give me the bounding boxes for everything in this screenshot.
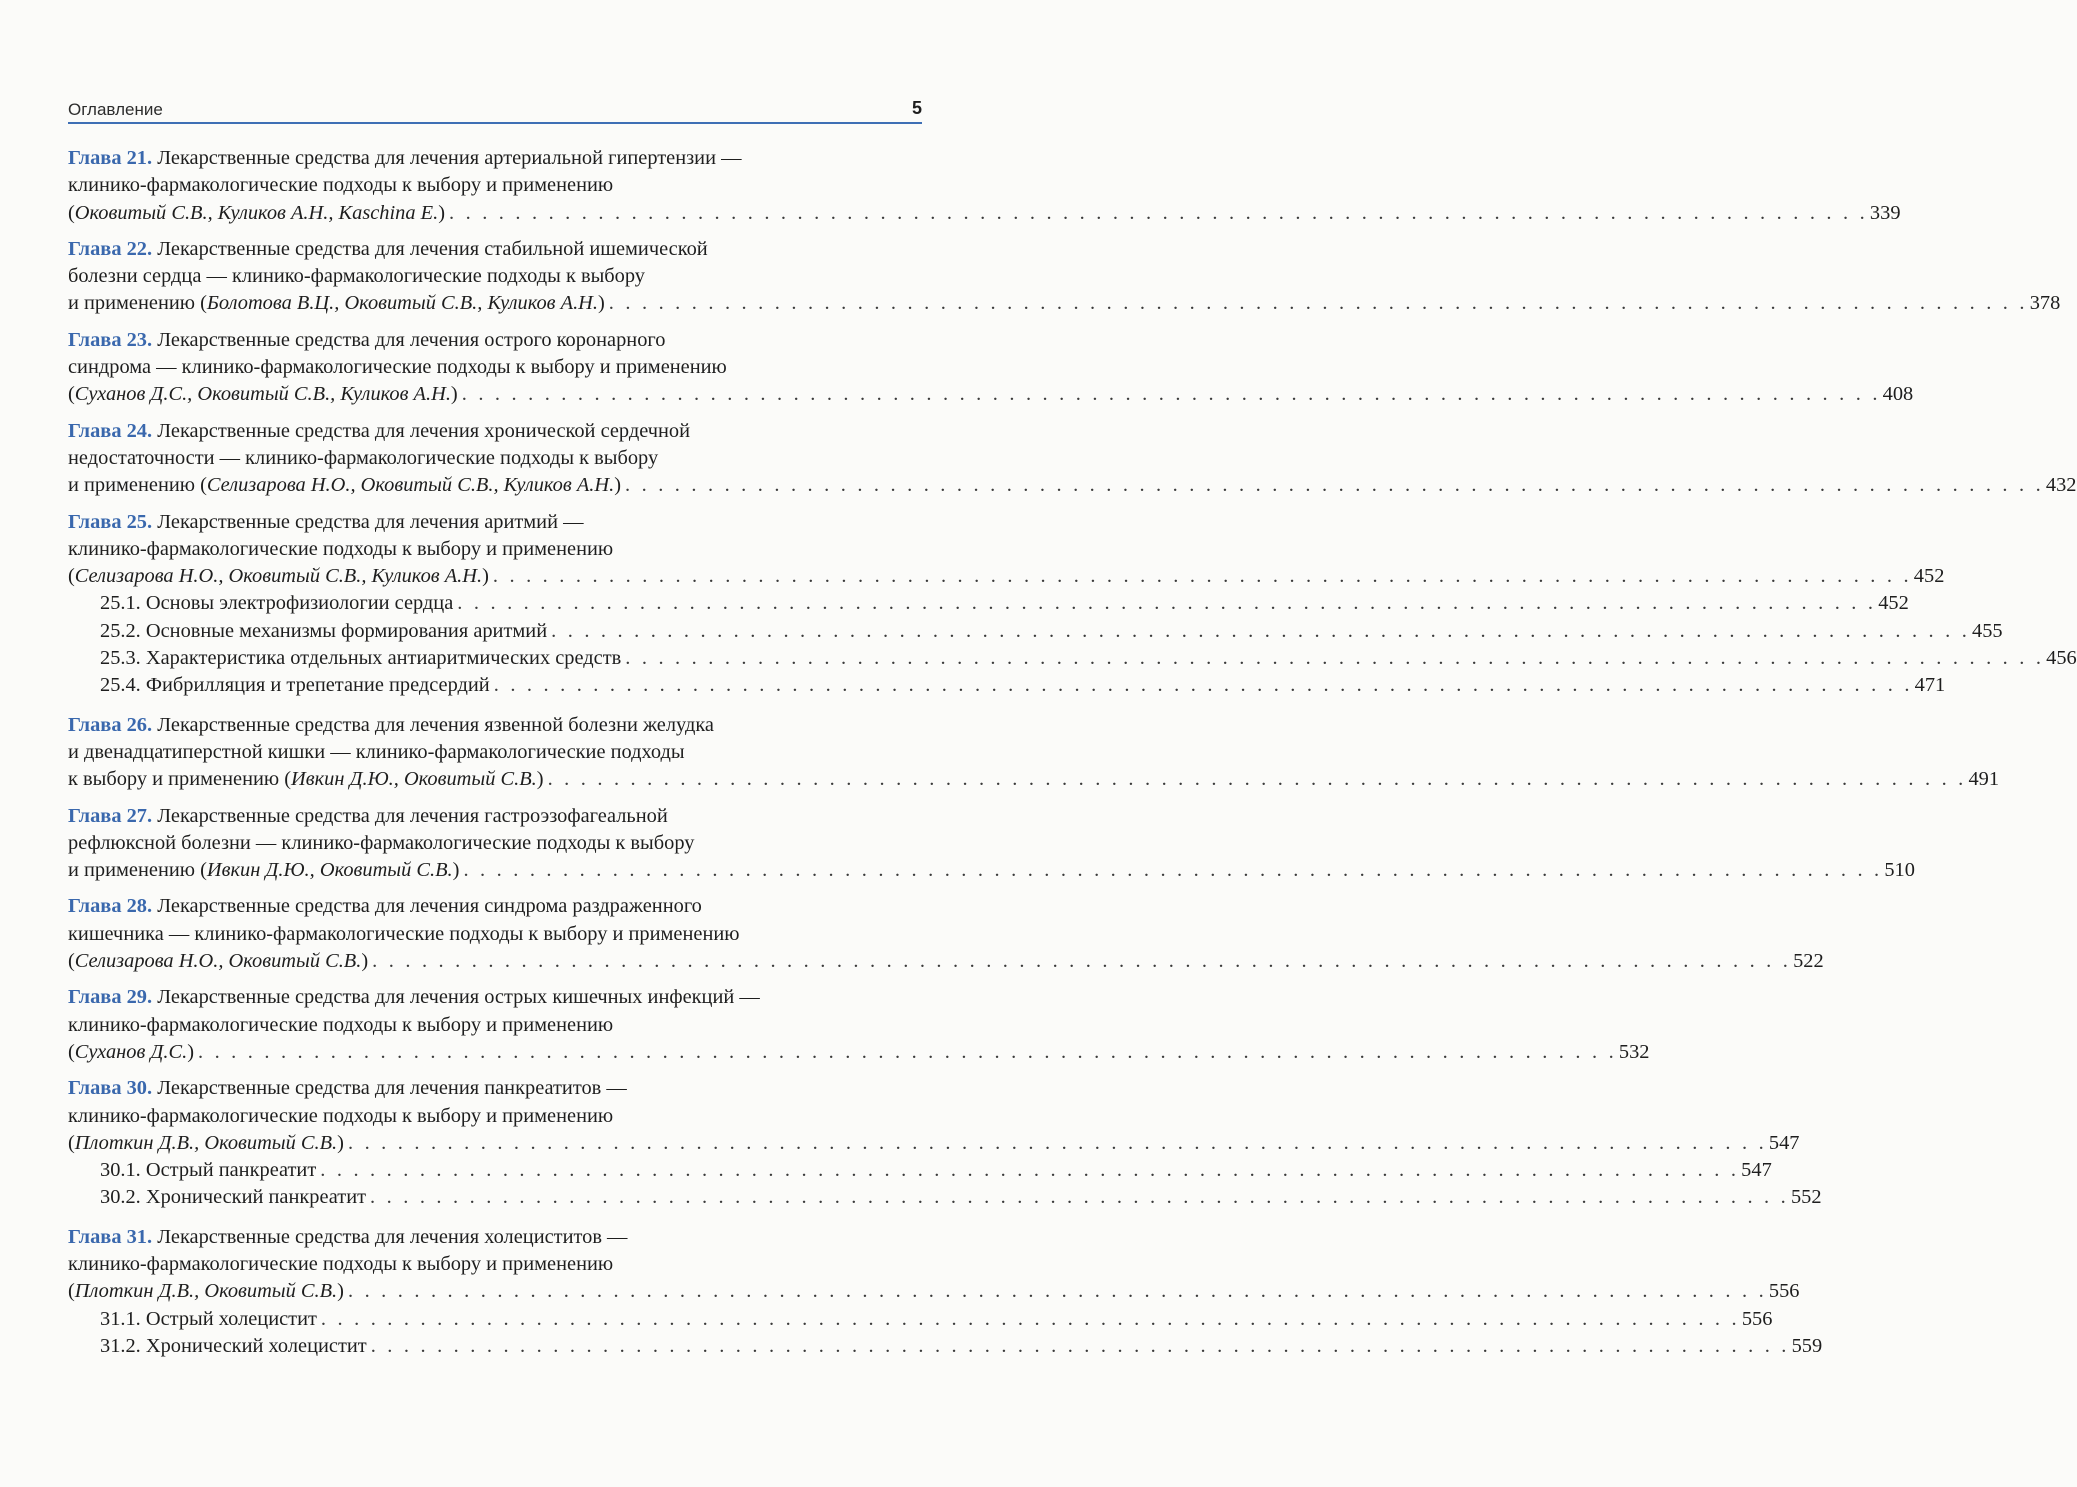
chapter-label: Глава 29. — [68, 986, 153, 1009]
chapter-title-line: болезни сердца — клинико-фармакологические подходы к выбору — [68, 265, 645, 288]
chapter-title-line — [68, 712, 922, 739]
chapter-title-line — [68, 984, 922, 1011]
chapter-title-line: кишечника — клинико-фармакологические подходы к выбору и применению — [68, 922, 740, 945]
subsection-title: 25.2. Основные механизмы формирования аритмий — [100, 619, 548, 642]
chapter-label: Глава 30. — [68, 1077, 153, 1100]
chapter-authors-line — [68, 290, 605, 317]
chapter-title-line: недостаточности — клинико-фармакологические подходы к выбору — [68, 446, 659, 469]
chapter-page-number: 408 — [1882, 383, 1914, 406]
chapter-page-number: 339 — [1869, 201, 1901, 224]
chapter-title-text: Лекарственные средства для лечения панкреатитов — — [157, 1077, 627, 1100]
subsection-title: 31.2. Хронический холецистит — [100, 1334, 367, 1357]
chapter-entry-line[interactable] — [68, 1130, 1800, 1157]
toc-chapter — [68, 803, 1915, 885]
dot-leader: . . . . . . . . . . . . . . . . . . . . . . . . . . . . . . . . . . . . . . . . . . . . . . . . . . . . . . . . . . . . . . . . . . . . . . . . . . . . . . . . . . . . . . — [457, 592, 1877, 615]
subsection-page-number: 559 — [1791, 1334, 1823, 1357]
dot-leader: . . . . . . . . . . . . . . . . . . . . . . . . . . . . . . . . . . . . . . . . . . . . . . . . . . . . . . . . . . . . . . . . . . . . . . . . . . . . . . . . . . . . . . — [625, 474, 2044, 497]
toc-chapter — [68, 1224, 1823, 1360]
dot-leader: . . . . . . . . . . . . . . . . . . . . . . . . . . . . . . . . . . . . . . . . . . . . . . . . . . . . . . . . . . . . . . . . . . . . . . . . . . . . . . . . . . . . . . — [370, 1186, 1789, 1209]
chapter-label: Глава 21. — [68, 147, 153, 169]
chapter-title-text: Лекарственные средства для лечения хронической сердечной — [157, 419, 691, 442]
chapter-page-number: 522 — [1793, 950, 1824, 973]
dot-leader: . . . . . . . . . . . . . . . . . . . . . . . . . . . . . . . . . . . . . . . . . . . . . . . . . . . . . . . . . . . . . . . . . . . . . . . . . . . . . . . . . . . . . . — [372, 950, 1792, 973]
chapter-authors: Суханов Д.С., Оковитый С.В., Куликов А.Н. — [74, 383, 451, 406]
dot-leader: . . . . . . . . . . . . . . . . . . . . . . . . . . . . . . . . . . . . . . . . . . . . . . . . . . . . . . . . . . . . . . . . . . . . . . . . . . . . . . . . . . . . . . — [463, 859, 1883, 882]
authors-prefix: ( — [68, 1131, 75, 1154]
subsection-page-number: 456 — [2046, 647, 2077, 670]
chapter-authors: Ивкин Д.Ю., Оковитый С.В. — [206, 859, 453, 882]
dot-leader: . . . . . . . . . . . . . . . . . . . . . . . . . . . . . . . . . . . . . . . . . . . . . . . . . . . . . . . . . . . . . . . . . . . . . . . . . . . . . . . . . . . . . . — [547, 768, 1967, 791]
chapter-title-line — [68, 327, 922, 354]
chapter-entry-line[interactable] — [68, 766, 2000, 793]
authors-suffix: ) — [614, 474, 621, 497]
toc-chapter — [68, 1075, 1822, 1211]
chapter-title-line: клинико-фармакологические подходы к выбору и применению — [68, 174, 614, 197]
chapter-authors: Оковитый С.В., Куликов А.Н., Kaschina E. — [74, 201, 439, 224]
chapter-label: Глава 23. — [68, 328, 153, 351]
authors-suffix: ) — [450, 383, 458, 406]
chapter-title-line — [68, 145, 922, 172]
toc-chapter — [68, 984, 1650, 1066]
toc-chapter — [68, 145, 1901, 227]
subsection-entry[interactable] — [68, 590, 1909, 617]
dot-leader: . . . . . . . . . . . . . . . . . . . . . . . . . . . . . . . . . . . . . . . . . . . . . . . . . . . . . . . . . . . . . . . . . . . . . . . . . . . . . . . . . . . . . . — [320, 1159, 1740, 1182]
dot-leader: . . . . . . . . . . . . . . . . . . . . . . . . . . . . . . . . . . . . . . . . . . . . . . . . . . . . . . . . . . . . . . . . . . . . . . . . . . . . . . . . . . . . . . — [493, 674, 1913, 697]
subsection-title: 25.4. Фибрилляция и трепетание предсердий — [100, 674, 490, 697]
chapter-label: Глава 27. — [68, 804, 153, 827]
toc-chapter — [68, 327, 1914, 409]
subsection-entry[interactable] — [68, 645, 2077, 672]
chapter-page-number: 556 — [1768, 1280, 1800, 1303]
chapter-authors: Ивкин Д.Ю., Оковитый С.В. — [291, 768, 537, 791]
chapter-authors-line — [68, 948, 368, 975]
chapter-title-line: рефлюксной болезни — клинико-фармакологические подходы к выбору — [68, 831, 695, 854]
dot-leader: . . . . . . . . . . . . . . . . . . . . . . . . . . . . . . . . . . . . . . . . . . . . . . . . . . . . . . . . . . . . . . . . . . . . . . . . . . . . . . . . . . . . . . — [347, 1131, 1767, 1154]
chapter-authors: Плоткин Д.В., Оковитый С.В. — [74, 1131, 338, 1154]
authors-suffix: ) — [187, 1040, 194, 1063]
chapter-title-line — [68, 803, 922, 830]
toc-chapter — [68, 509, 2077, 700]
subsection-title: 25.3. Характеристика отдельных антиаритмических средств — [100, 647, 622, 670]
chapter-title-text: Лекарственные средства для лечения холециститов — — [157, 1225, 628, 1248]
chapter-label: Глава 31. — [68, 1225, 153, 1248]
chapter-title-line — [68, 1075, 922, 1102]
chapter-entry-line[interactable] — [68, 290, 2061, 317]
chapter-entry-line[interactable] — [68, 1278, 1800, 1305]
chapter-entry-line[interactable] — [68, 472, 2077, 499]
chapter-entry-line[interactable] — [68, 857, 1915, 884]
dot-leader: . . . . . . . . . . . . . . . . . . . . . . . . . . . . . . . . . . . . . . . . . . . . . . . . . . . . . . . . . . . . . . . . . . . . . . . . . . . . . . . . . . . . . . — [492, 565, 1912, 588]
subsection-entry[interactable] — [68, 1306, 1773, 1333]
chapter-title-line — [68, 1224, 922, 1251]
chapter-title-text: Лекарственные средства для лечения острых кишечных инфекций — — [157, 986, 760, 1009]
subsection-title: 30.2. Хронический панкреатит — [100, 1186, 367, 1209]
chapter-title-line: клинико-фармакологические подходы к выбору и применению — [68, 1104, 614, 1127]
chapter-title-line — [68, 418, 922, 445]
chapter-title-text: Лекарственные средства для лечения стабильной ишемической — [157, 237, 708, 260]
subsection-title: 31.1. Острый холецистит — [100, 1307, 317, 1330]
dot-leader: . . . . . . . . . . . . . . . . . . . . . . . . . . . . . . . . . . . . . . . . . . . . . . . . . . . . . . . . . . . . . . . . . . . . . . . . . . . . . . . . . . . . . . — [551, 619, 1971, 642]
authors-suffix: ) — [598, 292, 605, 315]
chapter-title-text: Лекарственные средства для лечения язвенной болезни желудка — [157, 713, 714, 736]
chapter-title-text: Лекарственные средства для лечения артериальной гипертензии — — [157, 147, 742, 169]
chapter-title-line: клинико-фармакологические подходы к выбору и применению — [68, 1252, 614, 1275]
chapter-title-line: клинико-фармакологические подходы к выбору и применению — [68, 537, 614, 560]
chapter-authors-line — [68, 1130, 344, 1157]
chapter-title-text: Лекарственные средства для лечения острого коронарного — [157, 328, 666, 351]
authors-suffix: ) — [536, 768, 544, 791]
chapter-title-line: синдрома — клинико-фармакологические подходы к выбору и применению — [68, 356, 727, 379]
chapter-authors: Селизарова Н.О., Оковитый С.В. — [74, 950, 362, 973]
chapter-title-line — [68, 509, 922, 536]
authors-suffix: ) — [482, 565, 489, 588]
chapter-authors-line — [68, 563, 489, 590]
subsection-entry[interactable] — [68, 1184, 1822, 1211]
chapter-page-number: 491 — [1968, 768, 2000, 791]
chapter-authors: Болотова В.Ц., Оковитый С.В., Куликов А.Н. — [206, 292, 598, 315]
authors-prefix: и применению ( — [68, 474, 207, 497]
authors-prefix: ( — [68, 1040, 75, 1063]
authors-prefix: ( — [68, 1280, 75, 1303]
chapter-label: Глава 24. — [68, 419, 153, 442]
chapter-authors-line — [68, 1039, 194, 1066]
chapter-page-number: 432 — [2045, 474, 2077, 497]
dot-leader: . . . . . . . . . . . . . . . . . . . . . . . . . . . . . . . . . . . . . . . . . . . . . . . . . . . . . . . . . . . . . . . . . . . . . . . . . . . . . . . . . . . . . . — [320, 1307, 1740, 1330]
chapter-authors: Селизарова Н.О., Оковитый С.В., Куликов А.Н. — [206, 474, 615, 497]
chapter-entry-line[interactable] — [68, 200, 1901, 227]
chapter-page-number: 510 — [1884, 859, 1915, 882]
chapter-label: Глава 28. — [68, 895, 153, 918]
toc-chapter — [68, 893, 1824, 975]
chapter-entry-line[interactable] — [68, 381, 1914, 408]
subsection-page-number: 547 — [1741, 1159, 1772, 1182]
subsection-entry[interactable] — [68, 1157, 1772, 1184]
chapter-title-line: и двенадцатиперстной кишки — клинико-фармакологические подходы — [68, 740, 685, 763]
dot-leader: . . . . . . . . . . . . . . . . . . . . . . . . . . . . . . . . . . . . . . . . . . . . . . . . . . . . . . . . . . . . . . . . . . . . . . . . . . . . . . . . . . . . . . — [608, 292, 2028, 315]
dot-leader: . . . . . . . . . . . . . . . . . . . . . . . . . . . . . . . . . . . . . . . . . . . . . . . . . . . . . . . . . . . . . . . . . . . . . . . . . . . . . . . . . . . . . . — [449, 201, 1868, 224]
chapter-title-line: клинико-фармакологические подходы к выбору и применению — [68, 1013, 614, 1036]
chapter-page-number: 547 — [1768, 1131, 1800, 1154]
toc-chapter — [68, 236, 2061, 318]
chapter-authors-line — [68, 857, 459, 884]
table-of-contents — [68, 145, 2077, 1372]
chapter-page-number: 378 — [2029, 292, 2061, 315]
authors-prefix: ( — [68, 201, 75, 224]
authors-prefix: ( — [68, 565, 75, 588]
chapter-label: Глава 26. — [68, 713, 153, 736]
subsection-page-number: 552 — [1790, 1186, 1822, 1209]
toc-chapter — [68, 712, 2000, 794]
chapter-title-text: Лекарственные средства для лечения гастроэзофагеальной — [157, 804, 668, 827]
toc-chapter — [68, 418, 2077, 500]
subsection-page-number: 455 — [1972, 619, 2003, 642]
authors-suffix: ) — [452, 859, 460, 882]
subsection-page-number: 452 — [1878, 592, 1909, 615]
chapter-label: Глава 25. — [68, 510, 153, 533]
header-title: Оглавление — [68, 100, 163, 119]
chapter-page-number: 532 — [1618, 1040, 1650, 1063]
authors-suffix: ) — [361, 950, 369, 973]
chapter-authors-line — [68, 766, 544, 793]
authors-prefix: и применению ( — [68, 859, 207, 882]
dot-leader: . . . . . . . . . . . . . . . . . . . . . . . . . . . . . . . . . . . . . . . . . . . . . . . . . . . . . . . . . . . . . . . . . . . . . . . . . . . . . . . . . . . . . . — [197, 1040, 1617, 1063]
chapter-entry-line[interactable] — [68, 1039, 1650, 1066]
chapter-authors-line — [68, 1278, 344, 1305]
chapter-title-text: Лекарственные средства для лечения аритмий — — [157, 510, 584, 533]
authors-prefix: ( — [68, 950, 75, 973]
chapter-authors: Суханов Д.С. — [74, 1040, 188, 1063]
chapter-authors-line — [68, 472, 621, 499]
authors-prefix: ( — [68, 383, 75, 406]
subsection-entry[interactable] — [68, 672, 1946, 699]
chapter-title-text: Лекарственные средства для лечения синдрома раздраженного — [157, 895, 702, 918]
chapter-entry-line[interactable] — [68, 563, 1945, 590]
subsection-entry[interactable] — [68, 1333, 1823, 1360]
subsection-entry[interactable] — [68, 618, 2003, 645]
subsection-page-number: 471 — [1914, 674, 1946, 697]
page-number: 5 — [911, 98, 922, 118]
subsection-title: 30.1. Острый панкреатит — [100, 1159, 317, 1182]
chapter-entry-line[interactable] — [68, 948, 1824, 975]
dot-leader: . . . . . . . . . . . . . . . . . . . . . . . . . . . . . . . . . . . . . . . . . . . . . . . . . . . . . . . . . . . . . . . . . . . . . . . . . . . . . . . . . . . . . . — [347, 1280, 1767, 1303]
running-header — [68, 98, 922, 124]
dot-leader: . . . . . . . . . . . . . . . . . . . . . . . . . . . . . . . . . . . . . . . . . . . . . . . . . . . . . . . . . . . . . . . . . . . . . . . . . . . . . . . . . . . . . . — [461, 383, 1881, 406]
chapter-title-line — [68, 236, 922, 263]
authors-suffix: ) — [337, 1280, 344, 1303]
authors-prefix: к выбору и применению ( — [68, 768, 292, 791]
chapter-page-number: 452 — [1913, 565, 1945, 588]
chapter-authors-line — [68, 381, 458, 408]
chapter-label: Глава 22. — [68, 237, 153, 260]
chapter-authors: Селизарова Н.О., Оковитый С.В., Куликов А.Н. — [74, 565, 483, 588]
chapter-authors: Плоткин Д.В., Оковитый С.В. — [74, 1280, 338, 1303]
chapter-title-line — [68, 893, 922, 920]
authors-suffix: ) — [337, 1131, 344, 1154]
authors-suffix: ) — [438, 201, 446, 224]
dot-leader: . . . . . . . . . . . . . . . . . . . . . . . . . . . . . . . . . . . . . . . . . . . . . . . . . . . . . . . . . . . . . . . . . . . . . . . . . . . . . . . . . . . . . . — [370, 1334, 1790, 1357]
chapter-authors-line — [68, 200, 445, 227]
subsection-title: 25.1. Основы электрофизиологии сердца — [100, 592, 454, 615]
dot-leader: . . . . . . . . . . . . . . . . . . . . . . . . . . . . . . . . . . . . . . . . . . . . . . . . . . . . . . . . . . . . . . . . . . . . . . . . . . . . . . . . . . . . . . — [625, 647, 2045, 670]
authors-prefix: и применению ( — [68, 292, 207, 315]
subsection-page-number: 556 — [1741, 1307, 1773, 1330]
